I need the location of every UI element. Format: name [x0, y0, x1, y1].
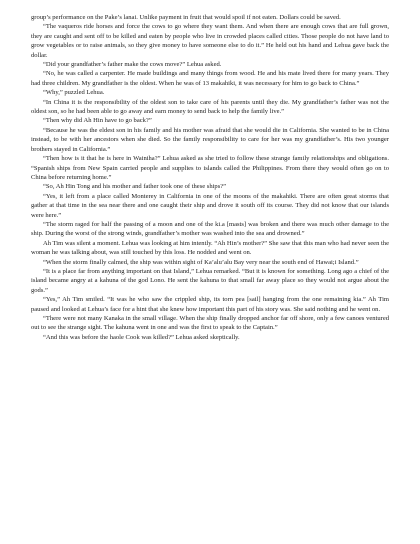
- paragraph: group’s performance on the Pake’s lanai. Unlike payment in fruit that would spoil if not eaten. Dollars could be saved.: [31, 14, 341, 21]
- paragraph: “When the storm finally calmed, the ship was within sight of Ka’alu’alu Bay very near the south end of Hawai;i Island.”: [43, 258, 359, 266]
- paragraph: Ah Tim was silent a moment. Lehua was looking at him intently. “Ah Hin’s mother?” She saw that this man who had never seen the woman he was talking about, was still touched by this loss. He nodded and went on.: [31, 239, 389, 257]
- paragraph: “Because he was the eldest son in his family and his mother was afraid that she would die in California. She wanted to be in China instead, to be with her ancestors when she died. So the family responsibility to care for her was my grandfather’s. His two younger brothers stayed in California.”: [31, 126, 389, 153]
- paragraph: “The vaqueros ride horses and force the cows to go where they want them. And when there are enough cows that are full grown, they are caught and sent off to be killed and eaten by people who live in crowded places called cities. Those people do not have land to grow vegetables or to raise animals, so they give money to have someone else to do it.” He held out his hand and Lehua gave back the dollar.: [31, 23, 389, 59]
- paragraph: “The storm raged for half the passing of a moon and one of the ki.a [masts] was broken and there was much other damage to the ship. During the worst of the strong winds, grandfather’s mother was washed into the sea and drowned.”: [31, 220, 389, 238]
- paragraph: “No, he was called a carpenter. He made buildings and many things from wood. He and his mate lived there for many years. They had three children. My grandfather is the oldest. When he was of 13 makahiki, it was necessary for him to go back to China.”: [31, 70, 389, 87]
- paragraph: “Then how is it that he is here in Wainiha?” Lehua asked as she tried to follow these strange family relationships and obligations. “Spanish ships from New Spain carried people and supplies to islands called the Philippines. From there they would often go on to China before returning home.”: [31, 155, 389, 181]
- paragraph: “Yes,” Ah Tim smiled. “It was he who saw the crippled ship, its torn pea [sail] hanging from the one remaining kia.” Ah Tim paused and looked at Lehua’s face for a hint that she knew how important this part of his story was. She said nothing and he went on.: [31, 296, 389, 313]
- paragraph: “So, Ah Hin Tong and his mother and father took one of these ships?”: [43, 183, 227, 191]
- paragraph: “Did your grandfather’s father make the cows move?” Lehua asked.: [43, 61, 222, 69]
- paragraph: “It is a place far from anything important on that Island,” Lehua remarked. “But it is known for something. Long ago a chief of the island became angry at a kahuna of the god Lono. He sent the kahuna to that small far away place so they would not argue about the gods.”: [31, 267, 389, 294]
- paragraph: “In China it is the responsibility of the oldest son to take care of his parents until they die. My grandfather’s father was not the oldest son, so he had been able to go away and earn money to send back to help the family live.”: [31, 98, 389, 116]
- paragraph: “Why,” puzzled Lehua.: [43, 89, 105, 97]
- paragraph: “And this was before the haole Cook was killed?” Lehua asked skeptically.: [43, 333, 240, 341]
- paragraph: “Yes, it left from a place called Monterey in California in one of the moons of the makahiki. There are often great storms that gather at that time in the sea near there and one caught their ship and drove it south off its course. They did not know that our islands were here.”: [31, 192, 389, 219]
- paragraph: “Then why did Ah Hin have to go back?”: [43, 117, 152, 125]
- paragraph: “There were not many Kanaka in the small village. When the ship finally dropped anchor far off shore, only a few canoes ventured out to see the strange sight. The kahuna went in one and was the first to speak to the Captain.”: [31, 315, 389, 332]
